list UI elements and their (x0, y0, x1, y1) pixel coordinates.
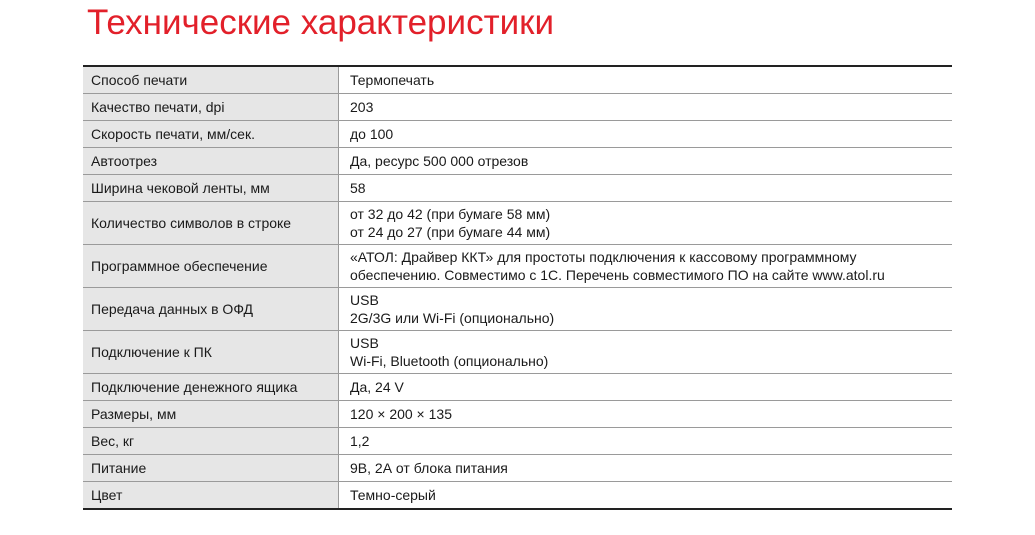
spec-param-label: Качество печати, dpi (83, 94, 339, 121)
spec-value-line: 2G/3G или Wi-Fi (опционально) (350, 310, 555, 326)
spec-value-line: от 24 до 27 (при бумаге 44 мм) (350, 224, 551, 240)
spec-value (339, 121, 953, 148)
spec-row (83, 331, 952, 374)
spec-row (83, 148, 952, 175)
spec-row (83, 374, 952, 401)
spec-param-label: Автоотрез (83, 148, 339, 175)
spec-value-line: Термопечать (350, 72, 435, 88)
spec-value-line: от 32 до 42 (при бумаге 58 мм) (350, 206, 551, 222)
spec-param-label: Способ печати (83, 66, 339, 94)
spec-value-line: Да, ресурс 500 000 отрезов (350, 153, 529, 169)
spec-row (83, 401, 952, 428)
spec-value (339, 482, 953, 510)
spec-param-label: Питание (83, 455, 339, 482)
spec-value (339, 401, 953, 428)
spec-value (339, 455, 953, 482)
spec-param-label: Подключение к ПК (83, 331, 339, 374)
spec-row (83, 121, 952, 148)
spec-value-line: 203 (350, 99, 374, 115)
spec-value (339, 331, 953, 374)
spec-row (83, 66, 952, 94)
spec-row (83, 175, 952, 202)
spec-value-line: обеспечению. Совместимо с 1С. Перечень совместимого ПО на сайте www.atol.ru (350, 267, 885, 283)
spec-param-label: Количество символов в строке (83, 202, 339, 245)
spec-value-line: USB (350, 335, 379, 351)
spec-value (339, 245, 953, 288)
spec-row (83, 94, 952, 121)
spec-row (83, 482, 952, 510)
spec-param-label: Подключение денежного ящика (83, 374, 339, 401)
spec-value-line: 1,2 (350, 433, 370, 449)
spec-row (83, 245, 952, 288)
spec-param-label: Скорость печати, мм/сек. (83, 121, 339, 148)
page-title: Технические характеристики (87, 3, 555, 42)
spec-param-label: Программное обеспечение (83, 245, 339, 288)
spec-value (339, 94, 953, 121)
spec-value-line: Wi-Fi, Bluetooth (опционально) (350, 353, 549, 369)
spec-value-line: до 100 (350, 126, 394, 142)
spec-value (339, 148, 953, 175)
spec-param-label: Ширина чековой ленты, мм (83, 175, 339, 202)
spec-param-label: Размеры, мм (83, 401, 339, 428)
spec-param-label: Передача данных в ОФД (83, 288, 339, 331)
spec-value-line: 58 (350, 180, 366, 196)
spec-row (83, 202, 952, 245)
spec-value-line: «АТОЛ: Драйвер ККТ» для простоты подключения к кассовому программному (350, 249, 857, 265)
spec-value-line: 120 × 200 × 135 (350, 406, 452, 422)
spec-param-label: Вес, кг (83, 428, 339, 455)
specs-table-body (83, 66, 952, 509)
spec-row (83, 455, 952, 482)
specs-table (83, 65, 952, 510)
spec-value-line: USB (350, 292, 379, 308)
spec-value-line: Да, 24 V (350, 379, 404, 395)
spec-value-line: 9В, 2А от блока питания (350, 460, 508, 476)
spec-value (339, 288, 953, 331)
spec-value (339, 66, 953, 94)
spec-value (339, 428, 953, 455)
spec-row (83, 428, 952, 455)
spec-param-label: Цвет (83, 482, 339, 510)
spec-value (339, 374, 953, 401)
spec-value-line: Темно-серый (350, 487, 436, 503)
spec-value (339, 202, 953, 245)
spec-row (83, 288, 952, 331)
spec-value (339, 175, 953, 202)
